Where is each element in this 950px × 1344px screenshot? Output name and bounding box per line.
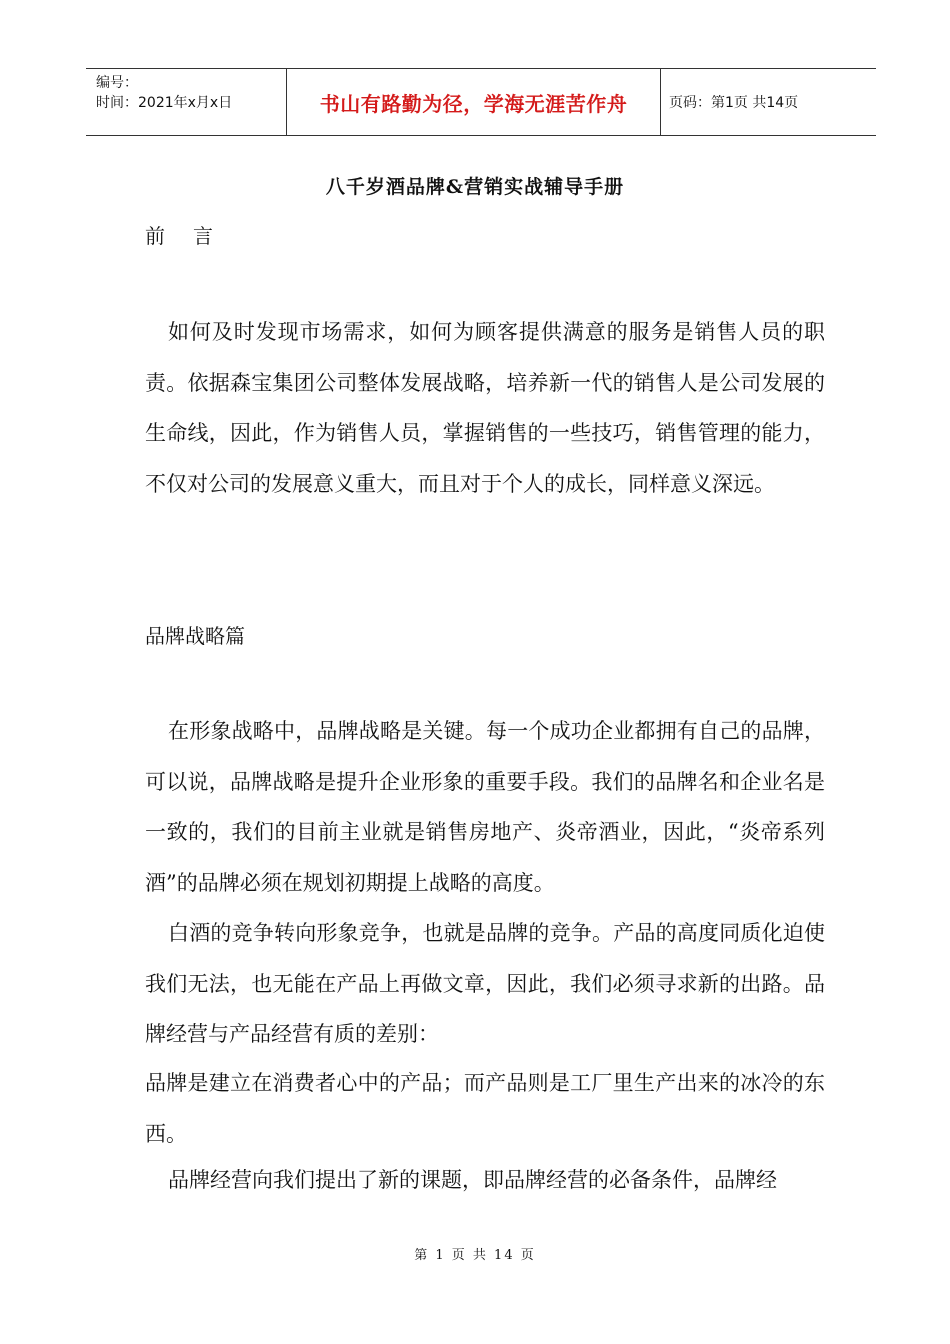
preface-heading: 前言 <box>145 224 241 248</box>
motto-cell <box>287 69 661 135</box>
strategy-paragraph-2: 白酒的竞争转向形象竞争，也就是品牌的竞争。产品的高度同质化迫使我们无法，也无能在产品上再做文章，因此，我们必须寻求新的出路。品牌经营与产品经营有质的差别： <box>145 921 825 1046</box>
strategy-paragraph-1: 在形象战略中，品牌战略是关键。每一个成功企业都拥有自己的品牌，可以说，品牌战略是提升企业形象的重要手段。我们的品牌名和企业名是一致的，我们的目前主业就是销售房地产、炎帝酒业，因此，“炎帝系列酒”的品牌必须在规划初期提上战略的高度。 <box>145 719 825 895</box>
number-label: 编号： <box>96 75 138 91</box>
strategy-heading: 品牌战略篇 <box>145 624 245 648</box>
page-info-cell <box>661 69 876 135</box>
strategy-paragraph-3: 品牌是建立在消费者心中的产品；而产品则是工厂里生产出来的冰冷的东西。 <box>145 1071 825 1146</box>
page-info-text: 页码：第1页 共14页 <box>669 95 799 111</box>
preface-paragraph: 如何及时发现市场需求，如何为顾客提供满意的服务是销售人员的职责。依据森宝集团公司整体发展战略，培养新一代的销售人是公司发展的生命线，因此，作为销售人员，掌握销售的一些技巧，销售管理的能力，不仅对公司的发展意义重大，而且对于个人的成长，同样意义深远。 <box>145 320 825 496</box>
time-label: 时间：2021年x月x日 <box>96 95 233 111</box>
header-table <box>86 68 876 136</box>
motto-text: 书山有路勤为径，学海无涯苦作舟 <box>319 91 628 116</box>
header-meta-cell <box>86 69 287 135</box>
page-footer: 第 1 页 共 14 页 <box>414 1248 536 1263</box>
strategy-paragraph-4: 品牌经营向我们提出了新的课题，即品牌经营的必备条件，品牌经 <box>168 1168 777 1192</box>
document-title: 八千岁酒品牌&营销实战辅导手册 <box>325 176 625 198</box>
